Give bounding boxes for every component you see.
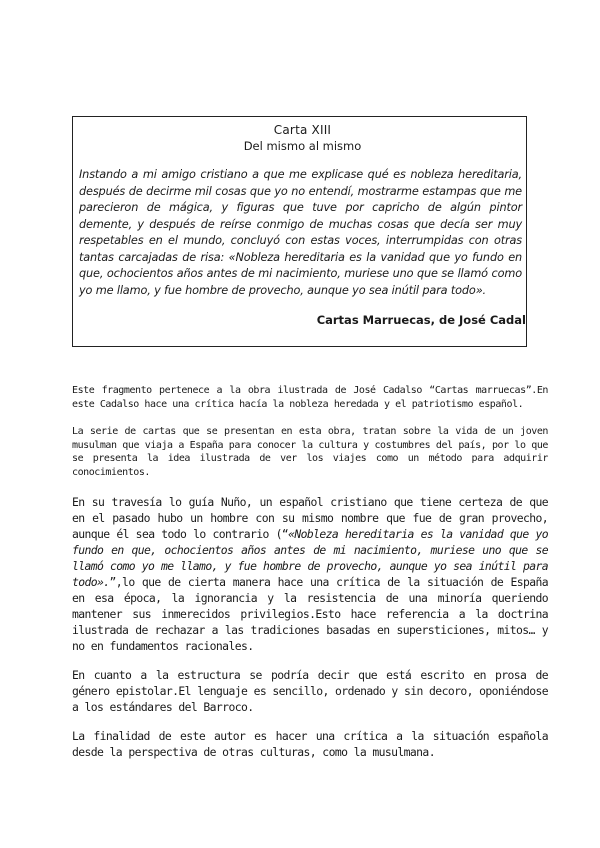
paragraph-purpose: La finalidad de este autor es hacer una crítica a la situación española desde la perspectiva de otras culturas, como la musulmana. <box>72 728 548 759</box>
quote-title: Carta XIII <box>273 123 332 137</box>
quote-author: Cartas Marruecas, de José Cadal <box>316 313 526 327</box>
paragraph-structure: En cuanto a la estructura se podría decir que está escrito en prosa de género epistolar.El lenguaje es sencillo, ordenado y sin decoro, oponiéndose a los estándares del Barroco. <box>72 667 548 714</box>
paragraph-intro: Este fragmento pertenece a la obra ilustrada de José Cadalso “Cartas marruecas”.En este Cadalso hace una crítica hacía la nobleza heredada y el patriotismo español. <box>72 385 548 410</box>
quote-box <box>72 116 527 347</box>
paragraph-series: La serie de cartas que se presentan en esta obra, tratan sobre la vida de un joven musulman que viaja a España para conocer la cultura y costumbres del país, por lo que se presenta la idea ilustrada de ver los viajes como un método para adquirir conocimientos. <box>72 426 548 478</box>
paragraph-journey <box>72 494 548 654</box>
paragraph-journey-end: ”,lo que de cierta manera hace una crítica de la situación de España en esa época, la ignorancia y la resistencia de una minoría queriendo mantener sus inmerecidos privilegios.Esto hace referencia a la doctrina ilustrada de rechazar a las tradiciones basadas en supersticiones, mitos… y no en fundamentos racionales. <box>72 574 548 653</box>
quote-subtitle: Del mismo al mismo <box>243 139 362 153</box>
paragraph-journey-start: En su travesía lo guía Nuño, un español cristiano que tiene certeza de que en el pasado hubo un hombre con su mismo nombre que fue de gran provecho, aunque él sea todo lo contrario (“ <box>72 494 548 541</box>
document-body <box>72 384 548 773</box>
paragraph-journey-quote: «Nobleza hereditaria es la vanidad que yo fundo en que, ochocientos años antes de mi nacimiento, muriese uno que se llamó como yo me llamo, y fue hombre de provecho, aunque yo sea inútil para todo». <box>72 526 548 589</box>
quote-body: Instando a mi amigo cristiano a que me explicase qué es nobleza hereditaria, después de decirme mil cosas que yo no entendí, mostrarme estampas que me parecieron de mágica, y figuras que tuve por capricho de algún pintor demente, y después de reírse conmigo de muchas cosas que decía ser muy respetables en el mundo, concluyó con estas voces, interrumpidas con otras tantas carcajadas de risa: «Nobleza hereditaria es la vanidad que yo fundo en que, ochocientos años antes de mi nacimiento, muriese uno que se llamó como yo me llamo, y fue hombre de provecho, aunque yo sea inútil para todo». <box>79 168 522 297</box>
